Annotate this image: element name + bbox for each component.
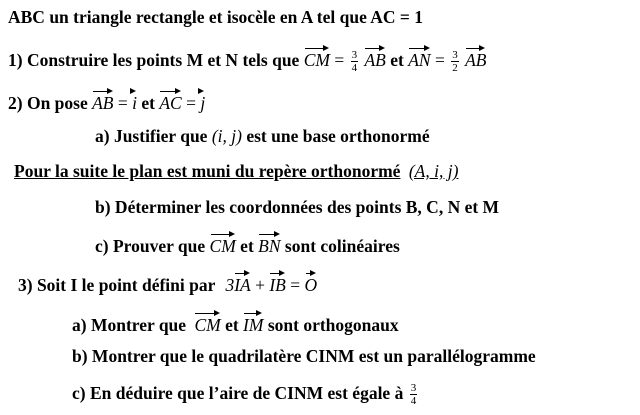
equals-sign: = [334, 50, 345, 70]
equals-sign: = [117, 93, 133, 113]
q3a-text: a) Montrer que [72, 315, 187, 335]
question-2a [95, 125, 430, 147]
vector-ab: AB [364, 45, 385, 70]
q2a-rest: est une base orthonormé [246, 126, 430, 146]
equals-sign: = [290, 275, 301, 295]
vector-ab: AB [465, 45, 486, 70]
vector-ia: IA [234, 270, 251, 295]
vector-j: j [200, 88, 205, 113]
basis-pair: (i, j) [211, 126, 242, 146]
vector-zero: O [305, 270, 318, 295]
frame-notation: (A, i, j) [408, 161, 459, 181]
question-3a [72, 310, 399, 336]
q2b-text: b) Déterminer les coordonnées des points B, C, N et M [95, 197, 500, 217]
vector-cm: CM [194, 310, 220, 335]
question-3 [18, 270, 317, 296]
and-word: et [225, 315, 239, 335]
statement-line [8, 6, 423, 28]
and-word: et [240, 236, 254, 256]
plus-sign: + [255, 275, 265, 295]
vector-an: AN [408, 45, 430, 70]
q2c-rest: sont colinéaires [284, 236, 400, 256]
fraction-3-4: $\frac{3}{4}$ [351, 49, 358, 75]
vector-bn: BN [258, 231, 280, 256]
question-2c [95, 231, 400, 257]
frame-text: Pour la suite le plan est muni du repère orthonormé [14, 161, 401, 181]
q3c-text: c) En déduire que l’aire de CINM est égale à [72, 383, 404, 403]
q1-text: 1) Construire les points M et N tels que [8, 50, 300, 70]
question-3c [72, 382, 419, 407]
q2c-text: c) Prouver que [95, 236, 206, 256]
vector-cm: CM [210, 231, 236, 256]
statement-text: ABC un triangle rectangle et isocèle en A tel que AC = 1 [8, 7, 424, 27]
fraction-3-2: $\frac{3}{2}$ [452, 49, 458, 75]
coefficient: 3 [225, 275, 235, 295]
question-2b [95, 196, 499, 218]
equals-sign: = [186, 93, 201, 113]
q2-text: 2) On pose [8, 93, 88, 113]
and-word: et [390, 50, 404, 70]
and-word: et [141, 93, 155, 113]
vector-ab: AB [92, 88, 113, 113]
question-3b [72, 345, 536, 367]
vector-ac: AC [159, 88, 181, 113]
q3-text: 3) Soit I le point défini par [18, 275, 216, 295]
frame-sentence [14, 160, 458, 182]
question-1 [8, 45, 486, 74]
question-2 [8, 88, 205, 114]
vector-cm: CM [304, 45, 330, 70]
fraction-3-4: $\frac{3}{4}$ [410, 382, 417, 408]
vector-i: i [132, 88, 137, 113]
q3b-text: b) Montrer que le quadrilatère CINM est un parallélogramme [72, 346, 536, 366]
vector-ib: IB [269, 270, 286, 295]
q3a-rest: sont orthogonaux [267, 315, 399, 335]
vector-im: IM [243, 310, 263, 335]
equals-sign: = [434, 50, 445, 70]
q2a-text: a) Justifier que [95, 126, 208, 146]
